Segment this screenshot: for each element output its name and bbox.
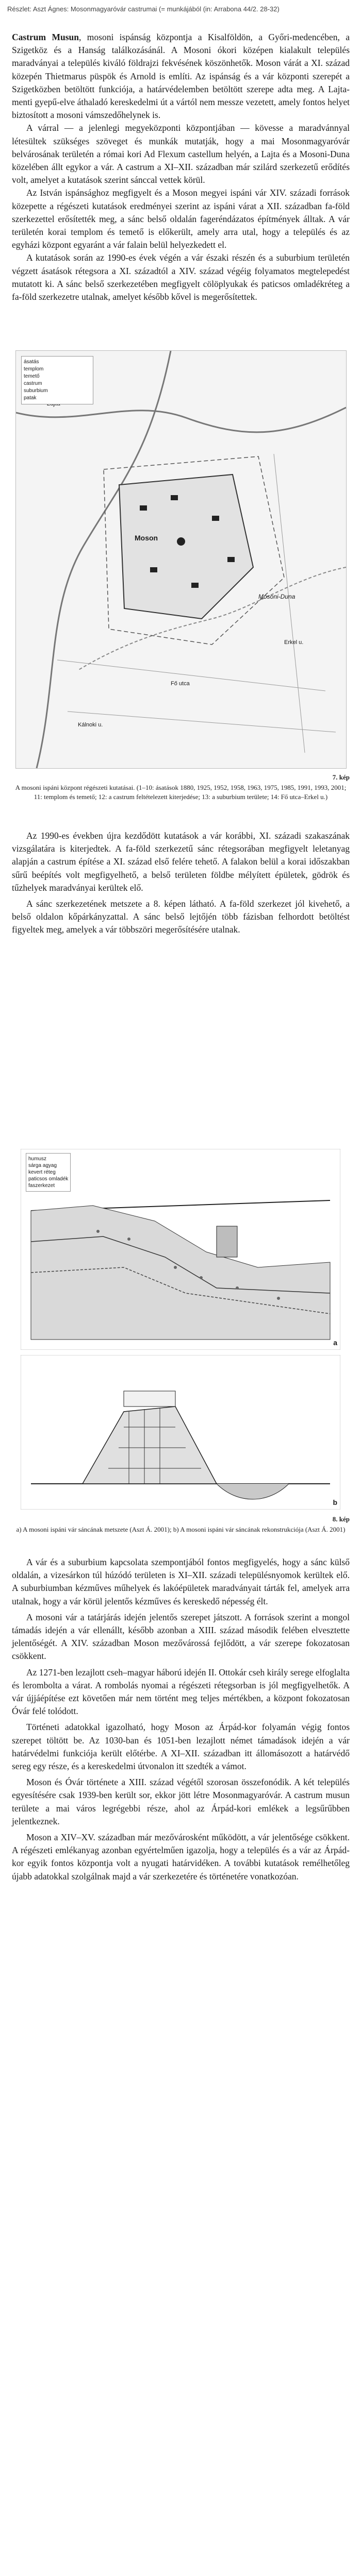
legend-item: templom <box>24 366 44 372</box>
body-paragraph: A vár és a suburbium kapcsolata szempontjából fontos megfigyelés, hogy a sánc külső oldalán, a vizesárkon túl húzódó területen is XI–XII. századi településnyomok kerültek elő. A suburbiumban kézműves műhelyek és lakóépületek maradványait tárták fel, amelyek arra utalnak, hogy a vár körül jelentős kézműves és kereskedő népesség élt. <box>12 1557 350 1606</box>
map-label: Fő utca <box>171 681 190 687</box>
body-paragraph: A mosoni vár a tatárjárás idején jelentős szerepet játszott. A források szerint a mongol támadás idején a vár ellenállt, később azonban a XIII. század második felében elvesztette jelentőségét. A XIV. században Moson mezővárossá fejlődött, a vár szerepe fokozatosan csökkent. <box>12 1612 350 1662</box>
subfigure-label: a <box>333 1338 337 1347</box>
intro-title: Castrum Musun <box>12 32 79 42</box>
body-paragraph: A kutatások során az 1990-es évek végén a vár északi részén és a suburbium területén végzett ásatások rétegsora a XI. századtól a XIV. század végéig folyamatos megtelepedést mutatott ki. A sánc belső szerkezetében megfigyelt cölöplyukak és paticsos omladékréteg a fa-föld szerkezetre utalnak, amelyet később kővel is megerősítettek. <box>12 252 350 302</box>
body-paragraph: A várral — a jelenlegi megyeközponti központjában — kövesse a maradvánnyal létesültek szükséges szöveget és munkák mutatják, hogy a mai Mosonmagyaróvár belvárosának területén a római kori Ad Flexum castellum helyén, a Lajta és a Mosoni-Duna közelében állt egykor a vár. A castrum a XI–XII. században már szilárd szerkezetű erődítés volt, amelyet a kutatások szerint sánccal vettek körül. <box>12 123 350 185</box>
caption-text: a) A mosoni ispáni vár sáncának metszete (Aszt Á. 2001); b) A mosoni ispáni vár sáncának rekonstrukciója (Aszt Á. 2001) <box>16 1526 346 1533</box>
map-label: Erkel u. <box>284 639 304 646</box>
legend-item: paticsos omladék <box>28 1176 69 1182</box>
subfigure-label: b <box>333 1498 337 1506</box>
legend-item: ásatás <box>24 359 39 365</box>
intro-text: , mosoni ispánság központja a Kisalföldön, a Győri-medencében, a Szigetköz és a Hanság találkozásánál. A Mosoni ókori középen kialakult település maradványai a település kiváló földrajzi fekvésének köszönhetők. Moson várát a XI. század közepén Thietmarus püspök és Arnold is említi. Az ispánság és a vár központi szerepét a Szigetközben betöltött funkciója, a határvédelemben betöltött szerepe adta meg. A Lajta-menti gyepű-elve áthaladó kereskedelmi út a vártól nem messze vezetett, amely fontos helyet biztosított a mosoni vámszedőhelynek is. <box>12 32 350 121</box>
figure-8-caption <box>12 1515 350 1534</box>
figure-8a-section <box>21 1149 340 1350</box>
figure-7-caption <box>12 773 350 802</box>
reconstruction-drawing <box>21 1355 340 1510</box>
legend-item: suburbium <box>24 388 48 394</box>
figure-8b-reconstruction <box>21 1355 340 1510</box>
legend-item: faszerkezet <box>28 1183 55 1189</box>
intro-block <box>12 31 350 303</box>
legend-item: kevert réteg <box>28 1170 56 1175</box>
figure-number: 8. kép <box>332 1515 350 1523</box>
map-label: Kálnoki u. <box>78 722 103 728</box>
intro-paragraph <box>12 31 350 122</box>
legend-item: temető <box>24 374 40 379</box>
map-legend <box>21 356 93 404</box>
figure-7-map <box>15 350 347 769</box>
body-paragraph: Történeti adatokkal igazolható, hogy Moson az Árpád-kor folyamán végig fontos szerepet töltött be. Az 1030-ban és 1051-ben lezajlott német támadások idején a vár határvédelmi funkciója került előtérbe. A XI–XII. században itt állomásozott a határvédő sereg egy része, és a kereskedelmi útvonalon itt szedték a vámot. <box>12 1722 350 1772</box>
legend-item: humusz <box>28 1156 47 1162</box>
running-head: Részlet: Aszt Ágnes: Mosonmagyaróvár castrumai (= munkájából (in: Arrabona 44/2. 28-32) <box>7 5 280 13</box>
map-drawing <box>16 351 346 768</box>
legend-item: castrum <box>24 381 42 386</box>
map-label: Mosoni-Duna <box>258 593 296 600</box>
map-label: Moson <box>135 534 158 542</box>
body-paragraph: Az 1990-es években újra kezdődött kutatások a vár korábbi, XI. századi szakaszának vizsgálatára is kiterjedtek. A fa-föld szerkezetű sánc rétegsorában megfigyelt leletanyag alapján a castrum építése a XI. század első felére tehető. A falakon belül a korai időszakban sűrű beépítés volt megfigyelhető, a belső területen földbe mélyített épületek, gödrök és tűzhelyek maradványai kerültek elő. <box>12 831 350 893</box>
section-legend <box>26 1153 71 1192</box>
caption-text: A mosoni ispáni központ régészeti kutatásai. (1–10: ásatások 1880, 1925, 1952, 1958, 1963, 1975, 1985, 1991, 1993, 2001; 11: templom és temető; 12: a castrum feltételezett kiterjedése; 13: a suburbium területe; 14: Fő utca–Erkel u.) <box>15 784 347 801</box>
bottom-text-block <box>12 1556 350 1886</box>
body-paragraph: Az István ispánsághoz megfigyelt és a Moson megyei ispáni vár XIV. századi források közepette a régészeti kutatások eredményei szerint az ispáni várat a XII. században fa-föld szerkezettel erősítették meg, a sánc belső oldalán fageréndázatos építmények álltak. A vár területén korai templom és temető is előkerült, amely arra utal, hogy a település és az egyházi központ egyaránt a vár falain belül helyezkedett el. <box>12 188 350 250</box>
body-paragraph: Az 1271-ben lezajlott cseh–magyar háború idején II. Ottokár cseh király serege elfoglalta és lerombolta a várat. A rombolás nyomai a régészeti rétegsorban is jól megfigyelhetők. A vár újjáépítése ezt követően már nem történt meg teljes mértékben, a központ fokozatosan Óvár felé tolódott. <box>12 1667 350 1717</box>
body-paragraph: A sánc szerkezetének metszete a 8. képen látható. A fa-föld szerkezet jól kivehető, a belső oldalon kőpárkányzattal. A sánc belső lejtőjén több fázisban felhordott betöltést figyeltek meg, amelyek a vár többszöri megerősítésére utalnak. <box>12 899 350 935</box>
legend-item: patak <box>24 395 37 401</box>
body-paragraph: Moson és Óvár története a XIII. század végétől szorosan összefonódik. A két település egyesítésére csak 1939-ben került sor, ekkor jött létre Mosonmagyaróvár. A castrum musun területe a mai város legrégebbi része, ahol az Árpád-kori emlékek a legsűrűbben jelentkeznek. <box>12 1777 350 1826</box>
body-paragraph: Moson a XIV–XV. században már mezővárosként működött, a vár jelentősége csökkent. A régészeti emlékanyag azonban egyértelműen igazolja, hogy a település és a vár az Árpád-kor egyik fontos központja volt a nyugati határvidéken. A további kutatások remélhetőleg újabb adatokkal szolgálnak majd a vár szerkezetére és történetére vonatkozóan. <box>12 1832 350 1882</box>
legend-item: sárga agyag <box>28 1163 57 1168</box>
figure-number: 7. kép <box>332 773 350 781</box>
mid-text-block <box>12 829 350 940</box>
